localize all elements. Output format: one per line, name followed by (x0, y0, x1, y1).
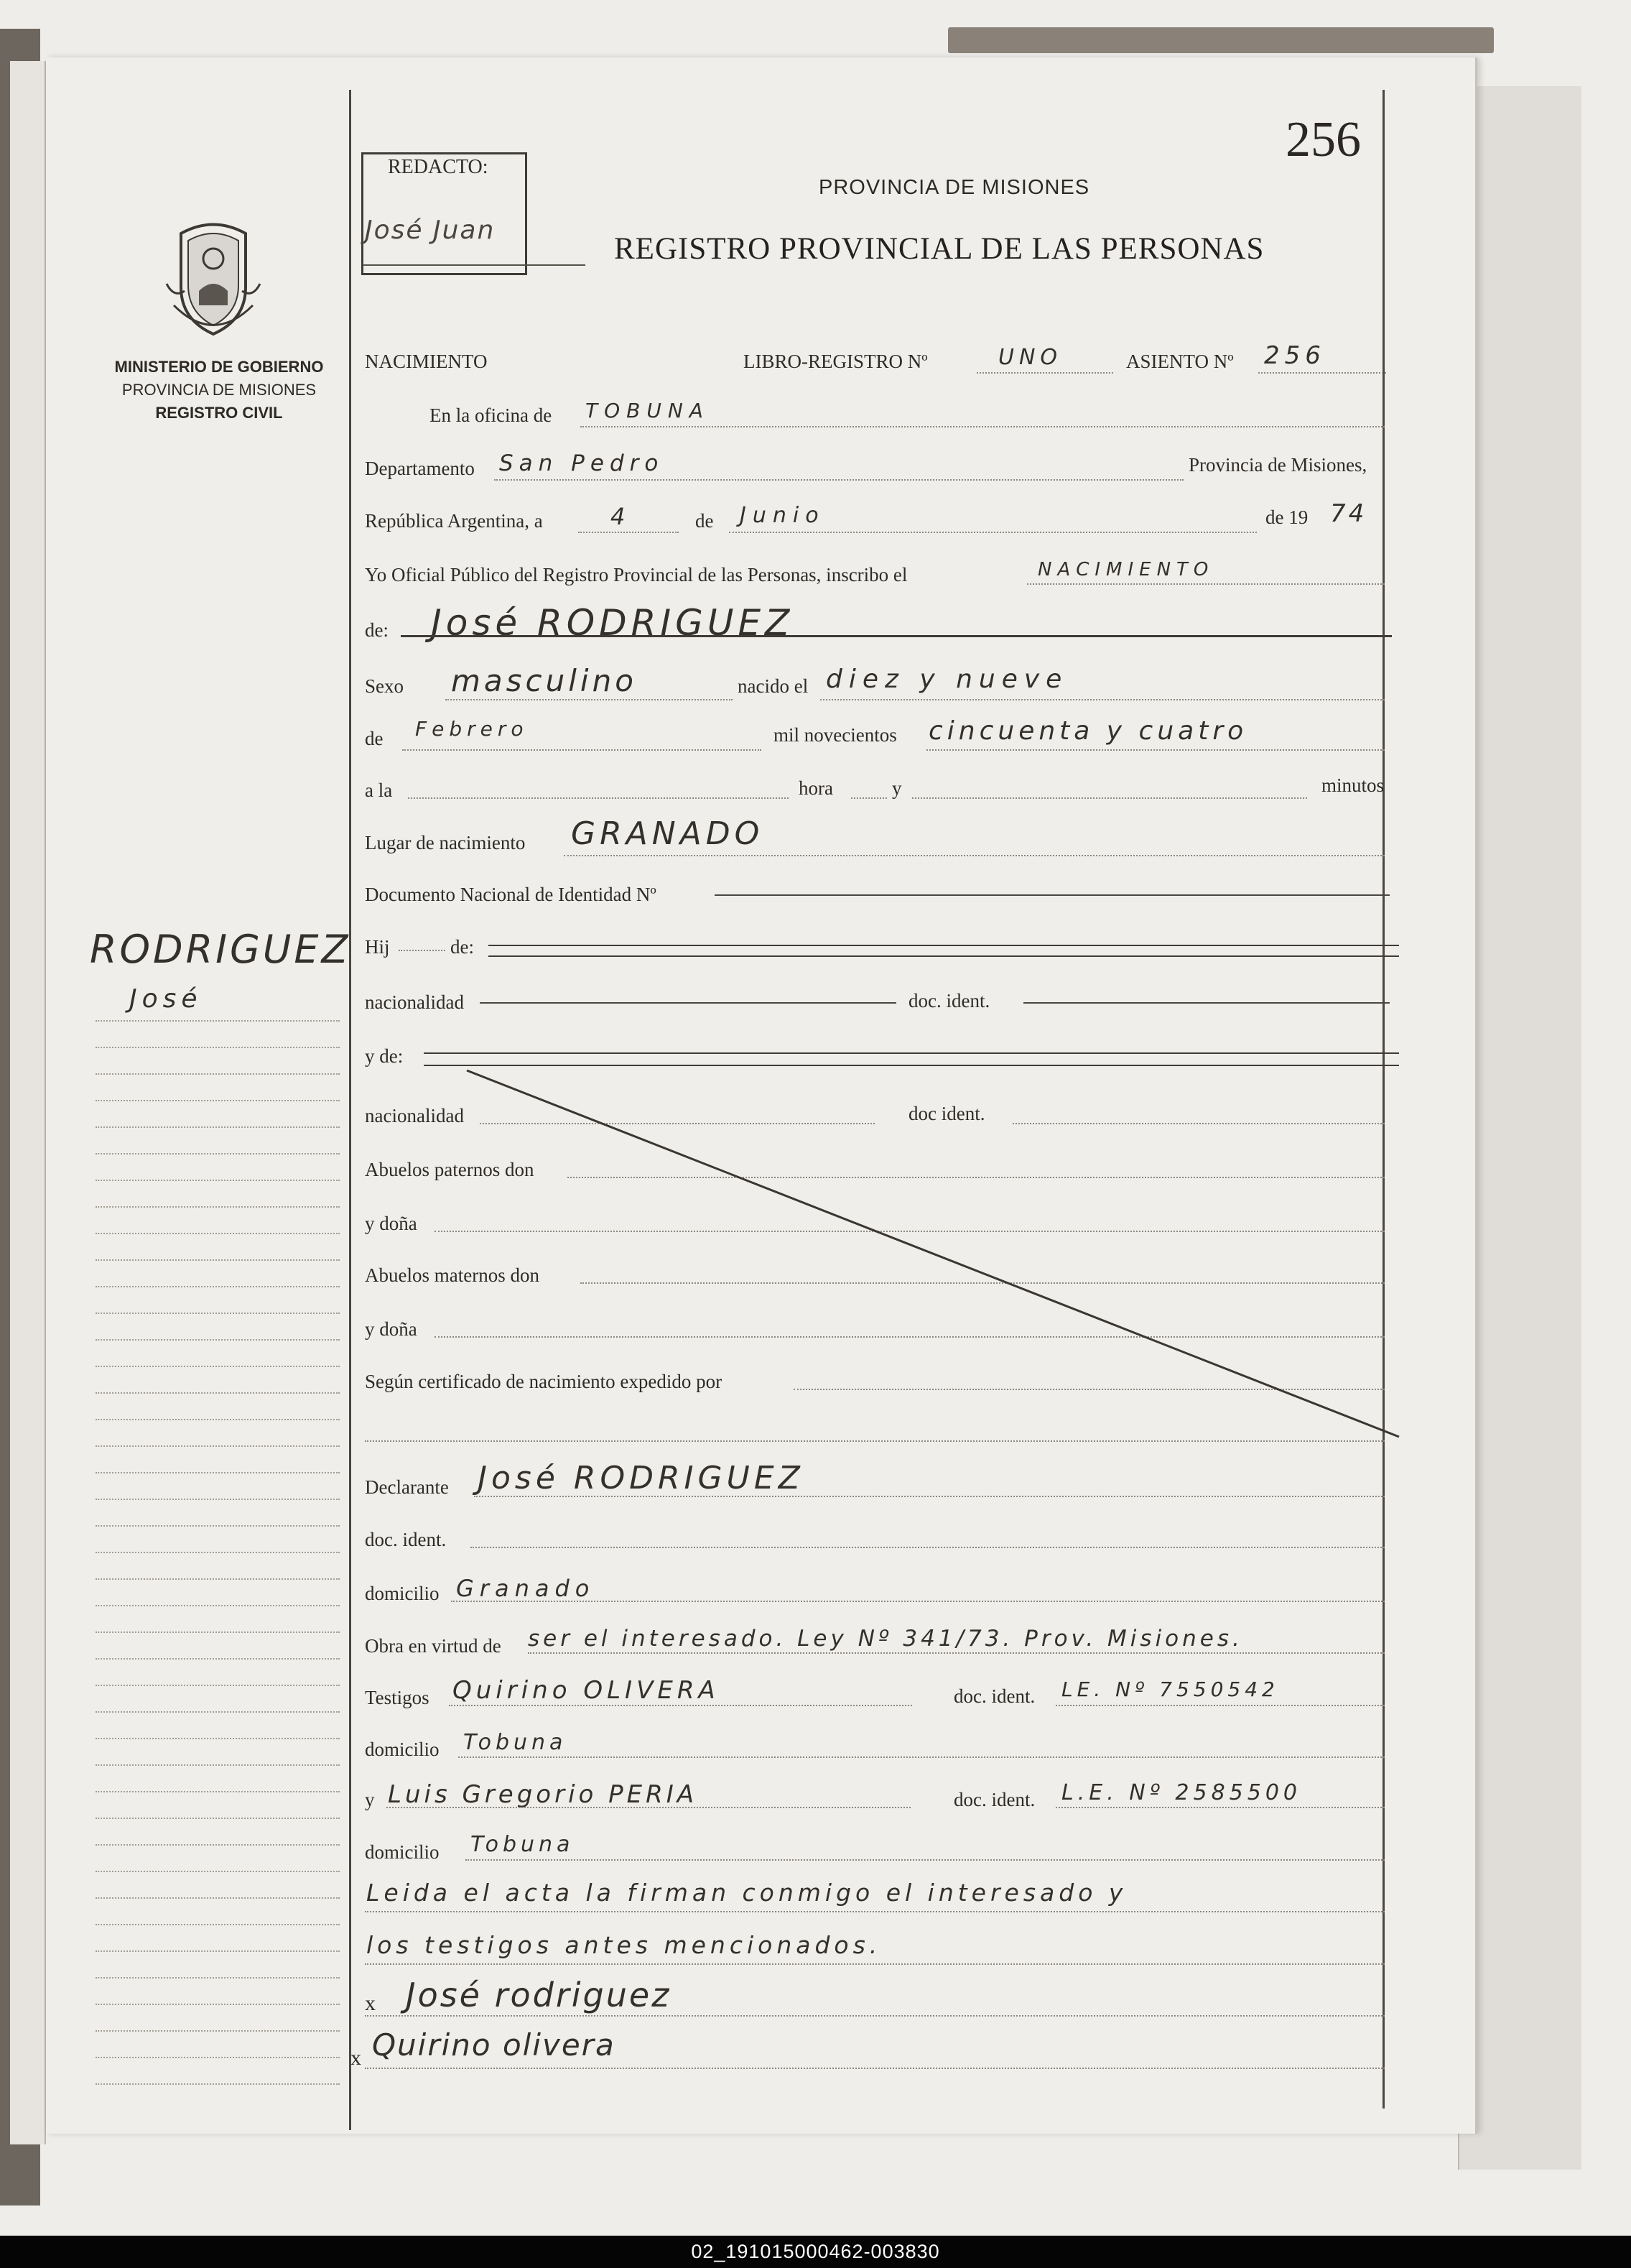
asiento-label: ASIENTO Nº (1126, 351, 1234, 372)
ministry-line2: PROVINCIA DE MISIONES (121, 381, 317, 399)
page-number: 256 (1286, 112, 1361, 167)
margin-name: José (129, 984, 203, 1014)
y-dona1-label: y doña (365, 1213, 417, 1234)
declarante-value: José RODRIGUEZ (478, 1460, 804, 1496)
docident3-label: doc. ident. (365, 1529, 447, 1550)
docident1-label: doc. ident. (909, 990, 990, 1012)
yo-oficial-label: Yo Oficial Público del Registro Provincial de las Personas, inscribo el (365, 564, 908, 585)
abuelos-paternos-label: Abuelos paternos don (365, 1159, 534, 1180)
testigo1-doc: LE. Nº 7550542 (1061, 1677, 1279, 1701)
ministry-line3: REGISTRO CIVIL (155, 404, 283, 422)
a-la-label: a la (365, 779, 393, 801)
registry-title: REGISTRO PROVINCIAL DE LAS PERSONAS (614, 232, 1265, 266)
sexo-value: masculino (451, 663, 637, 698)
mes-value: Junio (740, 503, 825, 528)
province-title: PROVINCIA DE MISIONES (819, 176, 1090, 199)
dia-value: 4 (610, 503, 631, 530)
y-de-label: y de: (365, 1045, 404, 1067)
nota-line1-rule (365, 1911, 1385, 1912)
oficina-label: En la oficina de (429, 404, 552, 426)
anio-label: de 19 (1265, 506, 1309, 528)
de-mes-label: de (365, 728, 384, 749)
testigo2-value: Luis Gregorio PERIA (388, 1780, 698, 1809)
persona-value: José RODRIGUEZ (431, 602, 794, 644)
testigo2-doc: L.E. Nº 2585500 (1061, 1780, 1301, 1805)
firma-testigo: Quirino olivera (372, 2027, 615, 2063)
domicilio1-value: Granado (456, 1575, 595, 1602)
testigo2-doc-line (1056, 1807, 1385, 1808)
hora-label: hora (799, 777, 833, 799)
domicilio3-line (465, 1859, 1385, 1861)
redacto-signature: José Juan (365, 216, 496, 245)
redacto-label: REDACTO: (388, 156, 488, 178)
ministry-line1: MINISTERIO DE GOBIERNO (114, 358, 324, 376)
x-mark-2: x (350, 2046, 361, 2070)
testigo1-doc-line (1056, 1705, 1385, 1706)
lugar-label: Lugar de nacimiento (365, 832, 526, 853)
domicilio2-value: Tobuna (463, 1730, 567, 1755)
firma2-rule (365, 2068, 1385, 2069)
declarante-line (474, 1496, 1385, 1497)
image-id-label: 02_191015000462-003830 (691, 2241, 940, 2262)
obra-label: Obra en virtud de (365, 1635, 501, 1657)
domicilio1-line (451, 1601, 1385, 1602)
testigos-label: Testigos (365, 1687, 429, 1708)
abuelos-maternos-label: Abuelos maternos don (365, 1264, 539, 1286)
domicilio2-line (458, 1756, 1385, 1758)
republica-label: República Argentina, a (365, 510, 543, 532)
docident3-line (470, 1547, 1385, 1548)
nota-line1: Leida el acta la firman conmigo el interesado y (366, 1879, 1128, 1907)
margin-surname: RODRIGUEZ (90, 927, 351, 972)
domicilio3-label: domicilio (365, 1841, 440, 1863)
lugar-value: GRANADO (571, 815, 764, 852)
hijo-de-label: de: (450, 936, 474, 958)
firma-declarante: José rodriguez (406, 1976, 672, 2014)
testigo2-line (386, 1807, 911, 1808)
domicilio1-label: domicilio (365, 1583, 440, 1604)
docident4-label: doc. ident. (954, 1685, 1036, 1707)
obra-value: ser el interesado. Ley Nº 341/73. Prov. Misiones. (528, 1626, 1243, 1652)
y-label: y (892, 777, 902, 799)
nota-line2-rule (365, 1963, 1385, 1965)
yo-oficial-value: NACIMIENTO (1038, 559, 1214, 580)
departamento-label: Departamento (365, 458, 475, 479)
y-dona2-label: y doña (365, 1318, 417, 1340)
firma1-rule (365, 2015, 1385, 2017)
nac-mes-value: Febrero (415, 717, 529, 741)
oficina-value: TOBUNA (585, 399, 710, 422)
x-mark-1: x (365, 1991, 376, 2015)
testigo1-value: Quirino OLIVERA (452, 1676, 720, 1705)
asiento-value: 256 (1264, 341, 1326, 370)
libro-value: UNO (998, 345, 1063, 370)
nacionalidad2-label: nacionalidad (365, 1105, 464, 1126)
libro-label: LIBRO-REGISTRO Nº (743, 351, 928, 372)
domicilio3-value: Tobuna (470, 1832, 575, 1857)
docident5-label: doc. ident. (954, 1789, 1036, 1810)
anio-value: 74 (1330, 499, 1367, 528)
mil-label: mil novecientos (773, 724, 897, 746)
hijo-label: Hij (365, 936, 390, 958)
segun-label: Según certificado de nacimiento expedido por (365, 1371, 722, 1392)
mil-value: cincuenta y cuatro (929, 716, 1248, 746)
nacionalidad1-label: nacionalidad (365, 991, 464, 1013)
departamento-value: San Pedro (499, 450, 664, 476)
testigo1-line (449, 1705, 912, 1706)
nota-line2: los testigos antes mencionados. (366, 1931, 882, 1959)
de-label: de (695, 510, 714, 532)
sexo-label: Sexo (365, 675, 404, 697)
minutos-label: minutos (1321, 774, 1385, 796)
declarante-label: Declarante (365, 1476, 449, 1498)
obra-line (528, 1652, 1385, 1654)
provincia-label: Provincia de Misiones, (1189, 454, 1367, 476)
documento-label: Documento Nacional de Identidad Nº (365, 884, 656, 905)
docident2-label: doc ident. (909, 1103, 985, 1124)
nacimiento-label: NACIMIENTO (365, 351, 488, 372)
nacido-label: nacido el (738, 675, 809, 697)
de-persona-label: de: (365, 619, 389, 641)
nacido-value: diez y nueve (826, 665, 1069, 694)
domicilio2-label: domicilio (365, 1739, 440, 1760)
y2-label: y (365, 1789, 375, 1810)
